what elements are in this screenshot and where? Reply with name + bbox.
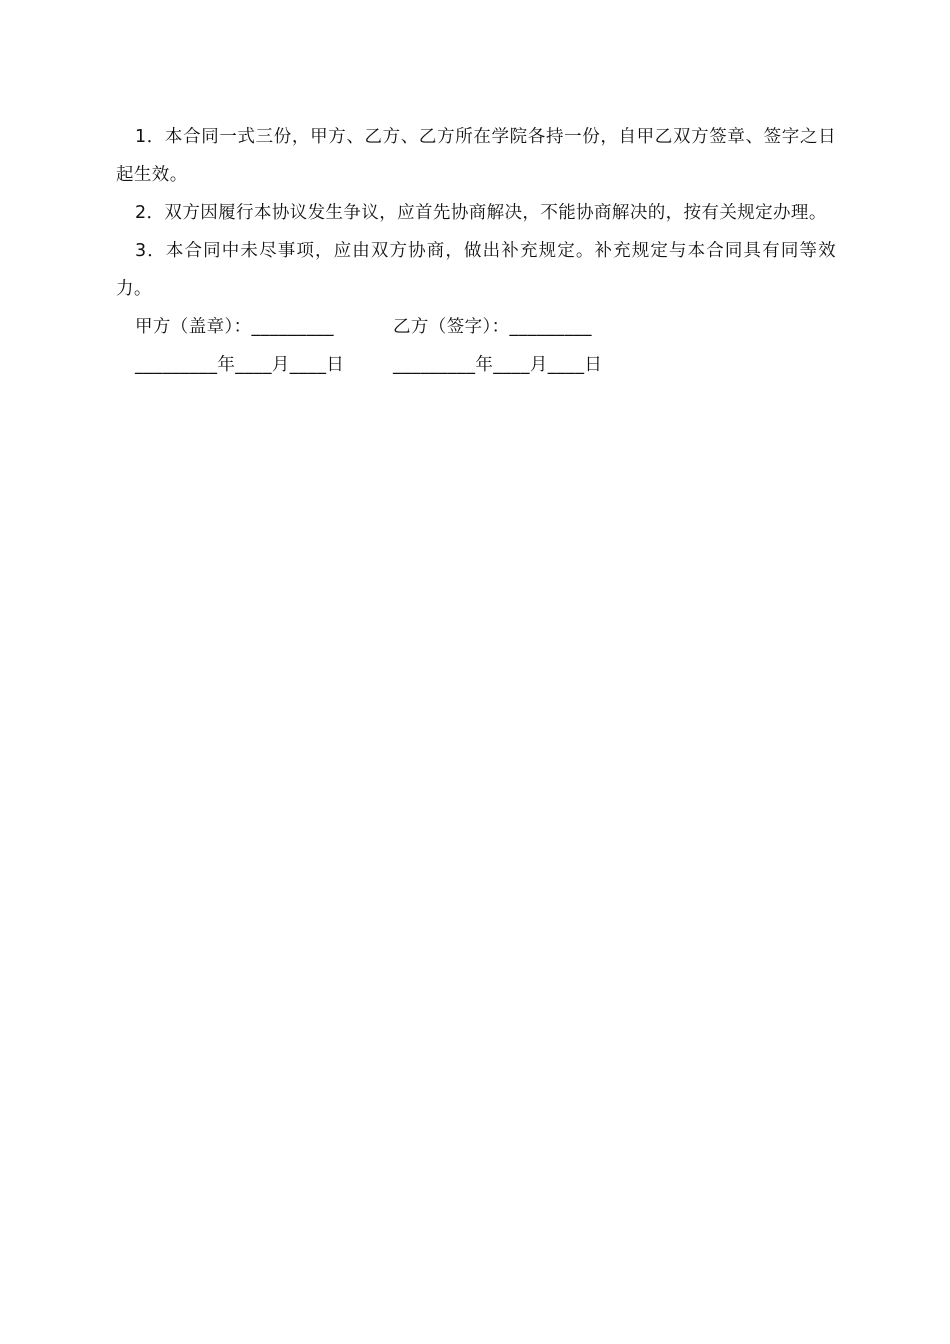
clause-2: 2．双方因履行本协议发生争议，应首先协商解决，不能协商解决的，按有关规定办理。 (135, 203, 827, 223)
party-a-seal-line: 甲方（盖章）：_________ (135, 317, 334, 337)
contract-page (116, 118, 836, 384)
clause-3: 3．本合同中未尽事项，应由双方协商，做出补充规定。补充规定与本合同具有同等效力。 (116, 241, 836, 299)
clause-1: 1．本合同一式三份，甲方、乙方、乙方所在学院各持一份，自甲乙双方签章、签字之日起生效。 (116, 127, 836, 185)
party-b-signature-line: 乙方（签字）：_________ (393, 317, 592, 337)
party-b-date-line: _________年____月____日 (393, 355, 603, 375)
signature-row (116, 308, 836, 346)
party-a-date-line: _________年____月____日 (135, 355, 345, 375)
date-row (116, 346, 836, 384)
